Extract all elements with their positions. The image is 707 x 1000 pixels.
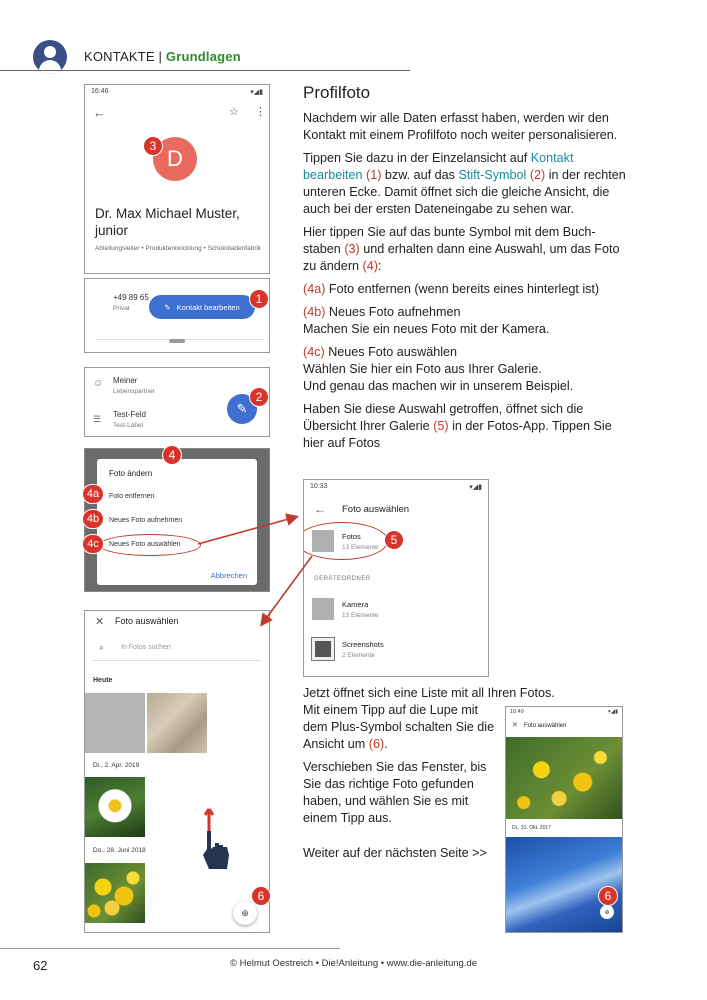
paragraph: Jetzt öffnet sich eine Liste mit all Ihren Fotos. [303,686,555,700]
album-fotos[interactable]: Fotos 13 Elemente [312,530,484,560]
take-photo-option[interactable]: Neues Foto aufnehmen [109,517,183,524]
cancel-button[interactable]: Abbrechen [210,571,247,580]
contact-avatar[interactable]: D [153,137,197,181]
section-label: GERÄTEORDNER [314,576,371,582]
callout-badge-2: 2 [249,387,269,407]
date-header: Heute [93,677,113,684]
screen-title: Foto auswählen [115,616,179,626]
gallery-overview-screen: 10:33 ▾◢▮ ← Foto auswählen Fotos 13 Elemente GERÄTEORDNER Kamera 13 Elemente Screenshots 2 Elemente [303,479,489,677]
option-a: (4a) Foto entfernen (wenn bereits eines hinterlegt ist) [303,282,600,296]
footer-divider [0,948,340,949]
pencil-icon: ✎ [236,401,248,416]
date-header: Di., 31. Okt. 2017 [512,825,551,831]
date-header: Do., 28. Juni 2018 [93,847,146,854]
field-label: Test-Feld [113,410,146,419]
field-label: Meiner [113,376,138,385]
callout-badge-4b: 4b [82,509,104,529]
continue-note: Weiter auf der nächsten Seite >> [303,846,487,860]
zoom-in-icon[interactable]: ⊕ [600,905,614,919]
section-title: KONTAKTE | Grundlagen [84,49,241,64]
paragraph: Hier tippen Sie auf das bunte Symbol mit dem Buchstaben (3) und erhalten dann eine Auswahl, um das Foto zu ändern (4): [303,225,620,273]
paragraph: Verschieben Sie das Fenster, bis Sie das richtige Foto gefunden haben, und wählen Sie es mit einem Tipp aus. [303,760,487,825]
photos-zoom-screen: 10:49 ▾◢▮ ✕ Foto auswählen Di., 31. Okt. 2017 ⊕ [505,706,623,933]
close-icon[interactable]: ✕ [95,616,105,628]
dialog-title: Foto ändern [109,469,153,478]
arrow [262,556,312,624]
pencil-icon: ✎ [164,302,171,312]
callout-badge-4a: 4a [82,484,104,504]
callout-badge-4c: 4c [82,534,104,554]
back-arrow-icon[interactable]: ← [93,105,106,120]
phone-number: +49 89 65 [113,293,149,302]
option-c: (4c) Neues Foto auswählen Wählen Sie hier ein Foto aus Ihrer Galerie. Und genau das machen wir in unserem Beispiel. [303,345,574,393]
field-sub: Lebenspartner [113,388,155,395]
paragraph: Haben Sie diese Auswahl getroffen, öffnet sich die Übersicht Ihrer Galerie (5) in der Fotos-App. Tippen Sie hier auf Fotos [303,402,612,450]
article-heading: Profilfoto [303,83,371,102]
screen-title: Foto auswählen [342,504,410,515]
album-screenshots[interactable]: Screenshots 2 Elemente [312,638,484,664]
callout-badge-5: 5 [384,530,404,550]
search-input[interactable]: ⌕ In Fotos suchen [93,637,261,661]
callout-badge-6: 6 [251,886,271,906]
phone-type: Privat [113,305,130,312]
zoom-in-icon[interactable]: ⊕ [233,901,257,925]
album-kamera[interactable]: Kamera 13 Elemente [312,598,484,624]
callout-badge-4: 4 [162,445,182,465]
choose-photo-option[interactable]: Neues Foto auswählen [109,541,181,548]
edit-contact-button[interactable]: ✎ Kontakt bearbeiten [149,295,255,319]
contact-detail-screen: 16:46 ▾◢▮ ← ☆ ⋮ D Dr. Max Michael Muster, junior Abteilungsleiter • Produktentwicklung • Schokoladenfabrik [84,84,270,274]
copyright: © Helmut Oestreich • Die!Anleitung • www.die-anleitung.de [230,958,478,969]
paragraph: Nachdem wir alle Daten erfasst haben, werden wir den Kontakt mit einem Profilfoto noch weiter personalisieren. [303,111,618,142]
callout-badge-1: 1 [249,289,269,309]
list-icon: ☰ [93,414,102,424]
contact-job: Abteilungsleiter • Produktentwicklung • Schokoladenfabrik [95,245,262,252]
star-icon[interactable]: ☆ [229,106,239,118]
more-menu-icon[interactable]: ⋮ [255,106,266,118]
option-b: (4b) Neues Foto aufnehmen Machen Sie ein neues Foto mit der Kamera. [303,305,550,336]
screen-title: Foto auswählen [524,723,567,729]
contact-name: Dr. Max Michael Muster, junior [95,206,240,238]
paragraph: Tippen Sie dazu in der Einzelansicht auf Kontakt bearbeiten (1) bzw. auf das Stift-Symbol (2) in der rechten unteren Ecke. Damit öffnet sich die gleiche Ansicht, die auch bei der ersten Dateneingabe zu sehen war. [303,151,626,216]
relation-icon: ☺ [93,378,104,389]
remove-photo-option[interactable]: Foto entfernen [109,493,155,500]
search-icon: ⌕ [99,642,105,652]
back-arrow-icon[interactable]: ← [314,502,326,516]
paragraph: Mit einem Tipp auf die Lupe mit dem Plus-Symbol schalten Sie die Ansicht um (6). [303,703,495,751]
close-icon[interactable]: ✕ [512,722,518,729]
page-number: 62 [33,958,48,973]
callout-badge-6-zoom: 6 [598,886,618,906]
field-sub: Test-Label [113,422,143,429]
date-header: Di., 2. Apr. 2019 [93,762,140,769]
arrow [198,517,296,544]
callout-badge-3: 3 [143,136,163,156]
